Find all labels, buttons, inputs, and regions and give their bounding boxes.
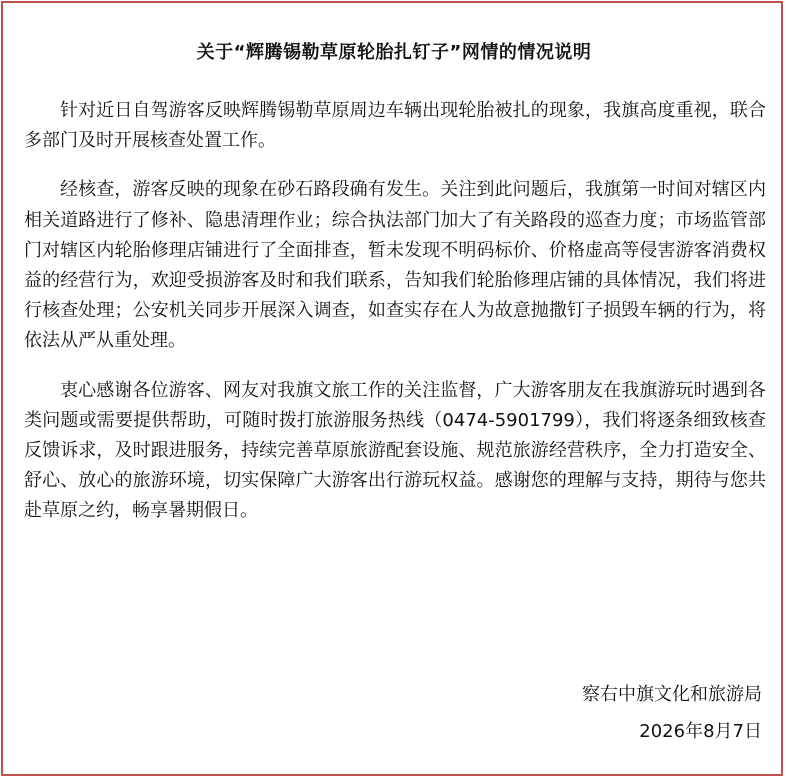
- signature-organization: 察右中旗文化和旅游局: [582, 684, 762, 705]
- document-body: [24, 96, 766, 546]
- paragraph-findings: 经核查，游客反映的现象在砂石路段确有发生。关注到此问题后，我旗第一时间对辖区内相关道路进行了修补、隐患清理作业；综合执法部门加大了有关路段的巡查力度；市场监管部门对辖区内轮胎修理店铺进行了全面排查，暂未发现不明码标价、价格虚高等侵害游客消费权益的经营行为，欢迎受损游客及时和我们联系，告知我们轮胎修理店铺的具体情况，我们将进行核查处理；公安机关同步开展深入调查，如查实存在人为故意抛撒钉子损毁车辆的行为，将依法从严从重处理。: [24, 179, 766, 352]
- paragraph-thanks: 衷心感谢各位游客、网友对我旗文旅工作的关注监督，广大游客朋友在我旗游玩时遇到各类问题或需要提供帮助，可随时拨打旅游服务热线（0474-5901799），我们将逐条细致核查反馈诉求，及时跟进服务，持续完善草原旅游配套设施、规范旅游经营秩序，全力打造安全、舒心、放心的旅游环境，切实保障广大游客出行游玩权益。感谢您的理解与支持，期待与您共赴草原之约，畅享暑期假日。: [24, 379, 766, 522]
- signature-date: 2026年8月7日: [639, 721, 762, 742]
- document-title: 关于“辉腾锡勒草原轮胎扎钉子”网情的情况说明: [196, 42, 592, 63]
- paragraph-intro: 针对近日自驾游客反映辉腾锡勒草原周边车辆出现轮胎被扎的现象，我旗高度重视，联合多部门及时开展核查处置工作。: [24, 100, 766, 152]
